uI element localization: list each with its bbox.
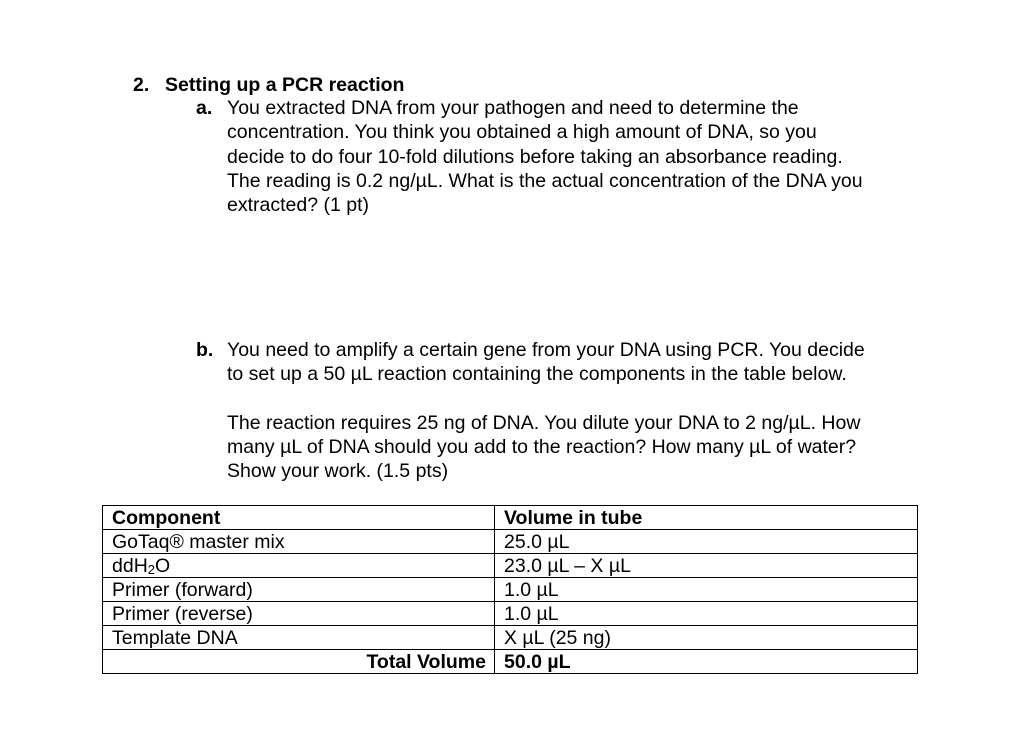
table-header-row bbox=[103, 506, 918, 530]
table-row bbox=[103, 626, 918, 650]
part-a-line: The reading is 0.2 ng/µL. What is the actual concentration of the DNA you bbox=[227, 169, 863, 192]
volume-cell: X µL (25 ng) bbox=[495, 626, 918, 650]
part-a-line: extracted? (1 pt) bbox=[227, 194, 369, 217]
part-b-line: to set up a 50 µL reaction containing the components in the table below. bbox=[227, 363, 847, 386]
component-cell: GoTaq® master mix bbox=[103, 530, 495, 554]
total-value: 50.0 µL bbox=[495, 650, 918, 674]
part-b-line: The reaction requires 25 ng of DNA. You dilute your DNA to 2 ng/µL. How bbox=[227, 411, 861, 434]
table-row bbox=[103, 578, 918, 602]
part-b-line: You need to amplify a certain gene from your DNA using PCR. You decide bbox=[227, 339, 865, 361]
table-row bbox=[103, 530, 918, 554]
part-b-letter: b. bbox=[196, 339, 214, 361]
component-cell: Template DNA bbox=[103, 626, 495, 650]
component-text: O bbox=[155, 555, 171, 577]
volume-cell: 1.0 µL bbox=[495, 602, 918, 626]
part-a-line: concentration. You think you obtained a high amount of DNA, so you bbox=[227, 121, 817, 144]
pcr-components-table bbox=[102, 505, 918, 674]
table-row bbox=[103, 602, 918, 626]
volume-cell: 25.0 µL bbox=[495, 530, 918, 554]
part-b-line: Show your work. (1.5 pts) bbox=[227, 460, 449, 483]
total-label: Total Volume bbox=[103, 650, 495, 674]
component-cell: Primer (reverse) bbox=[103, 602, 495, 626]
table-row bbox=[103, 554, 918, 578]
part-a-letter: a. bbox=[196, 97, 213, 119]
question-title: Setting up a PCR reaction bbox=[165, 74, 405, 96]
component-cell: Primer (forward) bbox=[103, 578, 495, 602]
part-a-line: You extracted DNA from your pathogen and need to determine the bbox=[227, 97, 799, 119]
volume-cell: 1.0 µL bbox=[495, 578, 918, 602]
header-component: Component bbox=[103, 506, 495, 530]
component-text: ddH bbox=[112, 555, 148, 577]
header-volume: Volume in tube bbox=[495, 506, 918, 530]
question-number: 2. bbox=[133, 74, 150, 96]
part-a-text bbox=[227, 96, 927, 217]
subscript: 2 bbox=[147, 562, 156, 577]
total-row bbox=[103, 650, 918, 674]
component-cell bbox=[103, 554, 495, 578]
part-b-line: many µL of DNA should you add to the reaction? How many µL of water? bbox=[227, 436, 857, 459]
part-b-text bbox=[227, 338, 927, 484]
part-a-line: decide to do four 10-fold dilutions before taking an absorbance reading. bbox=[227, 145, 843, 168]
question-heading bbox=[133, 73, 404, 97]
volume-cell: 23.0 µL – X µL bbox=[495, 554, 918, 578]
